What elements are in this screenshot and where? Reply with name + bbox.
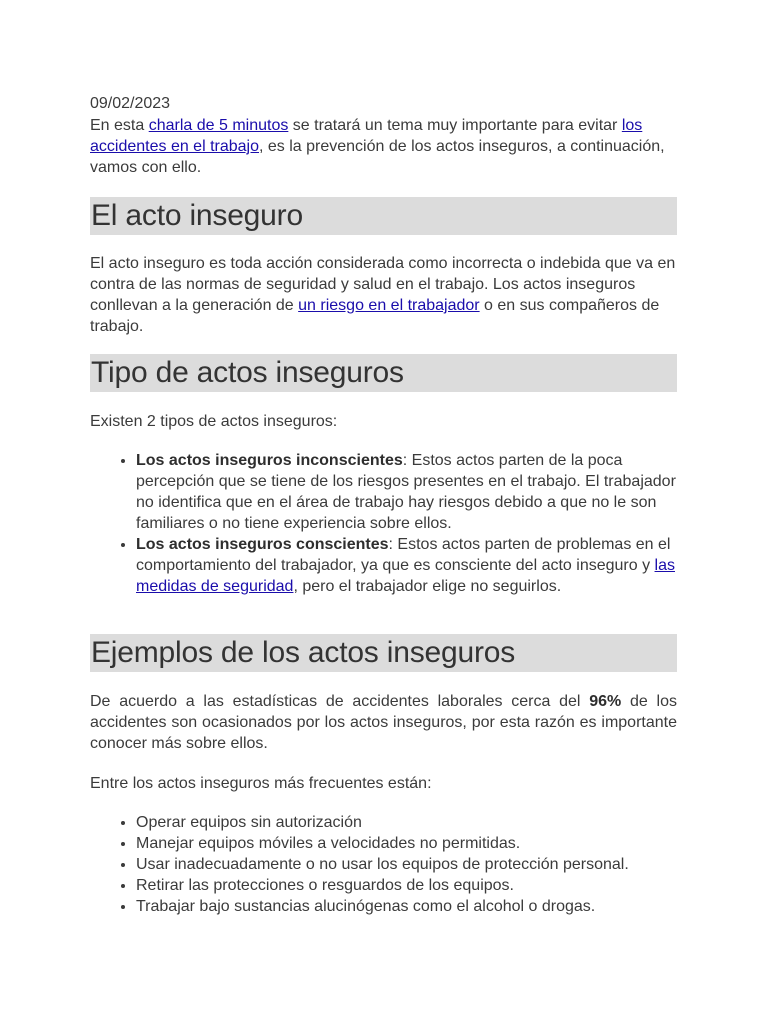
section-heading-acto-inseguro: El acto inseguro bbox=[90, 197, 677, 235]
list-item-text: : Estos actos parten de la poca percepción que se tiene de los riesgos presentes en el trabajo. El trabajador no identifica que en el área de trabajo hay riesgos debido a que no le son familiares o no tiene experiencia sobre ellos. bbox=[136, 452, 676, 532]
publish-date: 09/02/2023 bbox=[90, 95, 171, 112]
riesgo-trabajador-link[interactable]: un riesgo en el trabajador bbox=[298, 297, 480, 314]
list-item-text: , pero el trabajador elige no seguirlos. bbox=[293, 578, 562, 595]
list-item: • Retirar las protecciones o resguardos de los equipos. bbox=[136, 875, 677, 896]
charla-5-minutos-link[interactable]: charla de 5 minutos bbox=[148, 117, 289, 134]
paragraph-text: El acto inseguro es toda acción considerada como incorrecta o indebida que va en contra de las normas de seguridad y salud en el trabajo. Los actos inseguros conllevan a la generación de bbox=[90, 255, 676, 314]
list-item bbox=[136, 450, 677, 534]
article bbox=[90, 93, 677, 917]
intro-paragraph bbox=[90, 115, 677, 178]
acto-inseguro-paragraph bbox=[90, 253, 677, 337]
tipos-list bbox=[90, 450, 677, 597]
accidentes-trabajo-link[interactable]: los accidentes en el trabajo bbox=[90, 117, 643, 155]
list-item-text: : Estos actos parten de problemas en el comportamiento del trabajador, ya que es consciente del acto inseguro y bbox=[136, 536, 671, 574]
section-heading-tipos: Tipo de actos inseguros bbox=[90, 354, 677, 392]
intro-text: , es la prevención de los actos inseguros, a continuación, vamos con ello. bbox=[90, 138, 665, 176]
intro-text: En esta bbox=[90, 117, 149, 134]
paragraph-text: o en sus compañeros de trabajo. bbox=[90, 297, 660, 335]
list-item-title: Los actos inseguros conscientes bbox=[136, 536, 389, 553]
medidas-seguridad-link[interactable]: las medidas de seguridad bbox=[136, 557, 675, 595]
ejemplos-paragraph bbox=[90, 691, 677, 754]
section-heading-ejemplos: Ejemplos de los actos inseguros bbox=[90, 634, 677, 672]
intro-text: se tratará un tema muy importante para evitar bbox=[288, 117, 622, 134]
list-item: • Usar inadecuadamente o no usar los equipos de protección personal. bbox=[136, 854, 677, 875]
stat-percent: 96% bbox=[589, 693, 622, 710]
paragraph-text: De acuerdo a las estadísticas de accidentes laborales cerca del bbox=[90, 693, 590, 710]
ejemplos-list bbox=[90, 812, 677, 917]
ejemplos-lead: Entre los actos inseguros más frecuentes están: bbox=[90, 775, 432, 792]
paragraph-text: de los accidentes son ocasionados por los actos inseguros, por esta razón es importante conocer más sobre ellos. bbox=[90, 693, 677, 752]
list-item: • Manejar equipos móviles a velocidades no permitidas. bbox=[136, 833, 677, 854]
list-item-title: Los actos inseguros inconscientes bbox=[136, 452, 403, 469]
list-item bbox=[136, 534, 677, 597]
list-item: • Operar equipos sin autorización bbox=[136, 812, 677, 833]
list-item: • Trabajar bajo sustancias alucinógenas como el alcohol o drogas. bbox=[136, 896, 677, 917]
tipos-lead: Existen 2 tipos de actos inseguros: bbox=[90, 413, 338, 430]
